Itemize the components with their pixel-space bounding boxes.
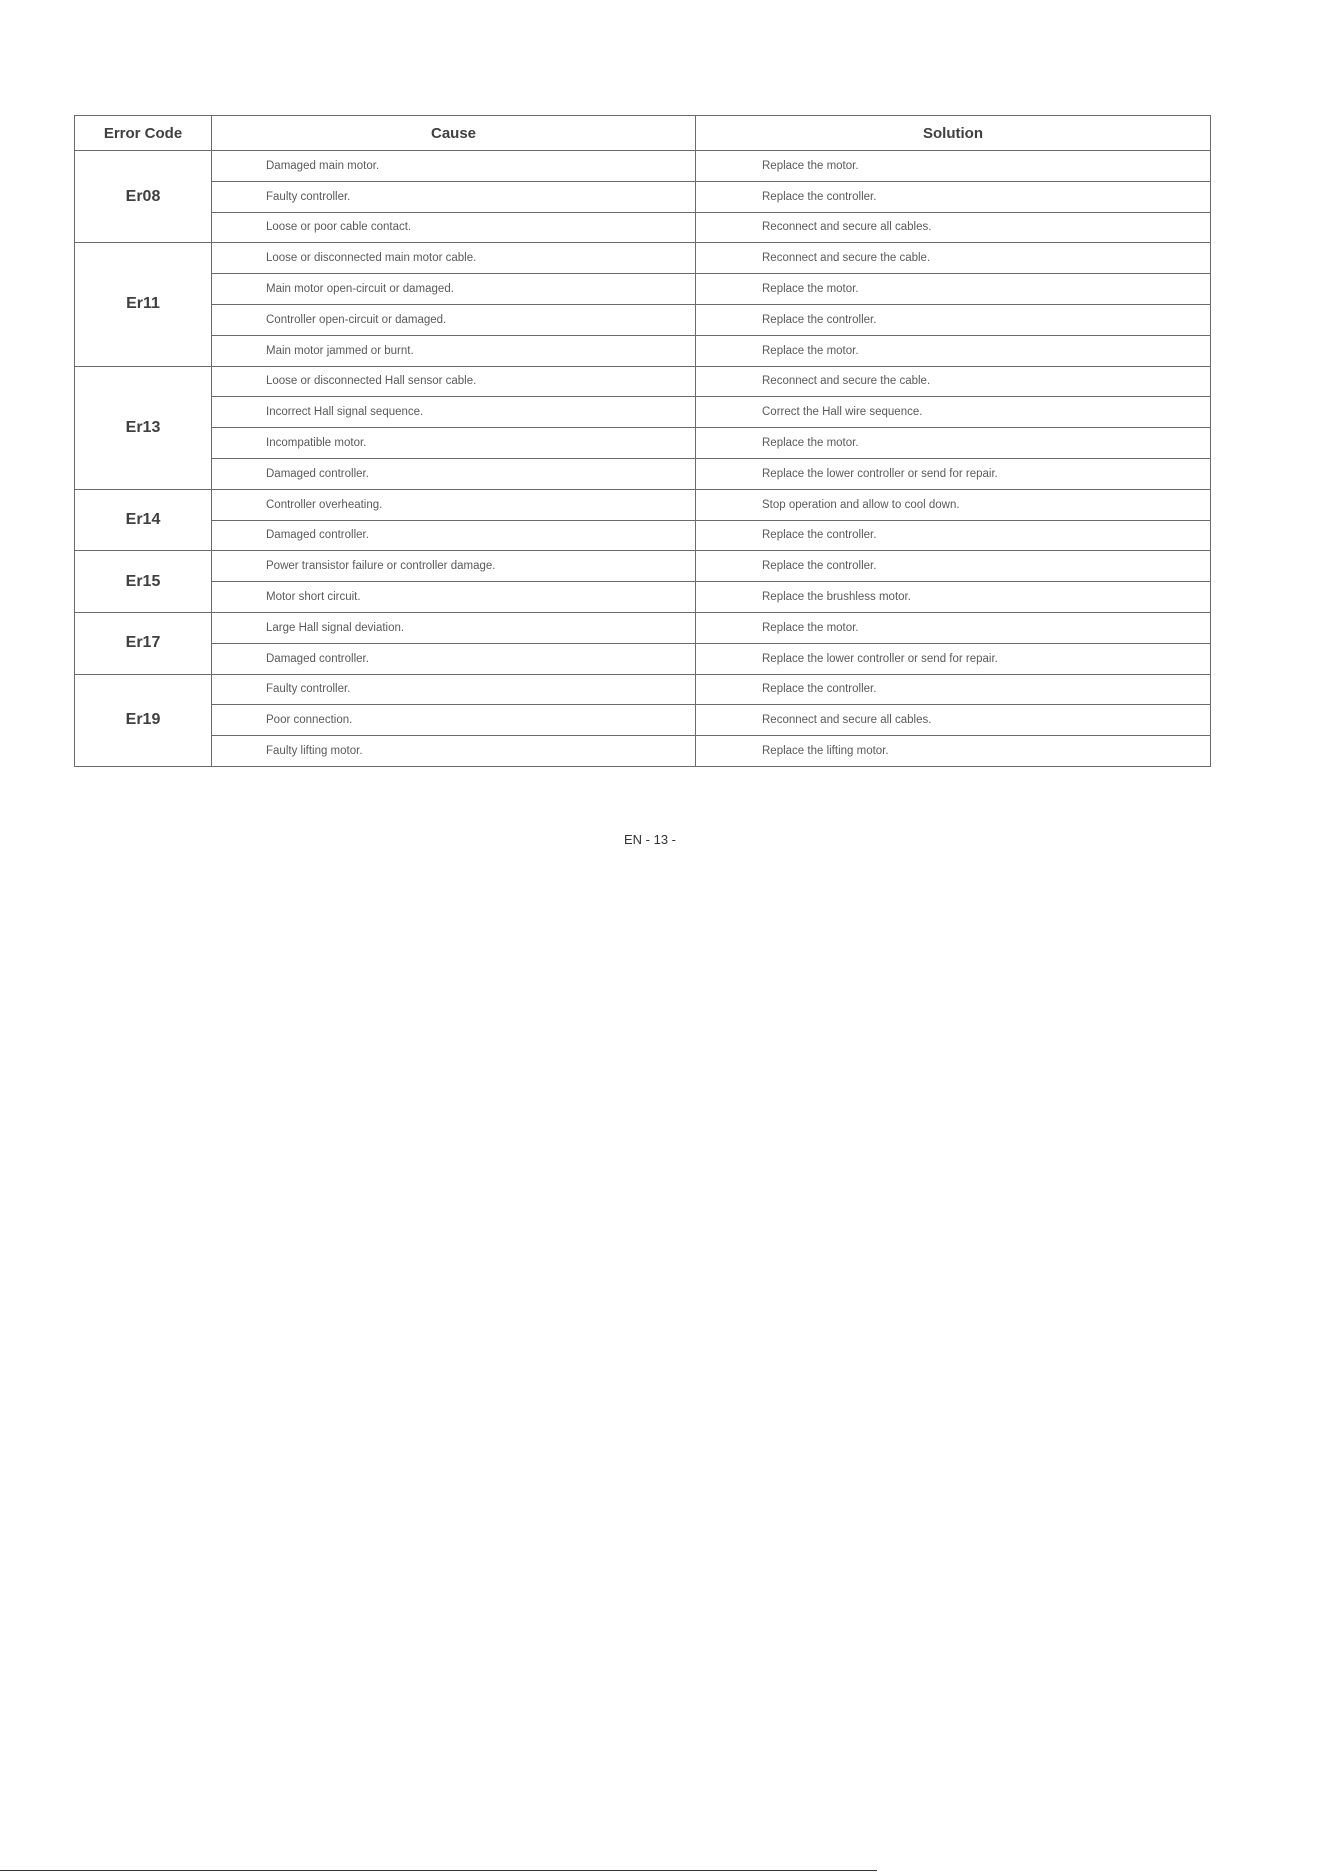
cause-cell: Power transistor failure or controller damage. [212, 551, 696, 582]
error-code-cell: Er17 [75, 612, 212, 674]
solution-cell: Replace the motor. [696, 335, 1211, 366]
cause-cell: Loose or disconnected Hall sensor cable. [212, 366, 696, 397]
cause-cell: Faulty controller. [212, 181, 696, 212]
cause-cell: Faulty lifting motor. [212, 736, 696, 767]
solution-cell: Replace the controller. [696, 520, 1211, 551]
solution-cell: Stop operation and allow to cool down. [696, 489, 1211, 520]
solution-cell: Reconnect and secure the cable. [696, 243, 1211, 274]
solution-cell: Replace the brushless motor. [696, 582, 1211, 613]
cause-cell: Incompatible motor. [212, 428, 696, 459]
table-row [75, 181, 1211, 212]
error-code-cell: Er19 [75, 674, 212, 766]
header-solution: Solution [696, 116, 1211, 151]
solution-cell: Reconnect and secure all cables. [696, 212, 1211, 243]
solution-cell: Reconnect and secure all cables. [696, 705, 1211, 736]
solution-cell: Replace the motor. [696, 428, 1211, 459]
cause-cell: Loose or poor cable contact. [212, 212, 696, 243]
table-row [75, 151, 1211, 182]
solution-cell: Replace the motor. [696, 151, 1211, 182]
table-row [75, 489, 1211, 520]
cause-cell: Poor connection. [212, 705, 696, 736]
error-code-cell: Er13 [75, 366, 212, 489]
cause-cell: Controller open-circuit or damaged. [212, 304, 696, 335]
table-row [75, 458, 1211, 489]
table-body [75, 151, 1211, 767]
table-row [75, 612, 1211, 643]
cause-cell: Damaged controller. [212, 458, 696, 489]
cause-cell: Loose or disconnected main motor cable. [212, 243, 696, 274]
cause-cell: Damaged main motor. [212, 151, 696, 182]
bottom-rule-line [0, 1870, 877, 1871]
error-code-table [74, 115, 1211, 767]
table-row [75, 674, 1211, 705]
table-row [75, 304, 1211, 335]
error-code-cell: Er14 [75, 489, 212, 551]
cause-cell: Incorrect Hall signal sequence. [212, 397, 696, 428]
table-row [75, 243, 1211, 274]
table-row [75, 274, 1211, 305]
error-code-cell: Er15 [75, 551, 212, 613]
header-cause: Cause [212, 116, 696, 151]
solution-cell: Replace the controller. [696, 304, 1211, 335]
table-row [75, 520, 1211, 551]
solution-cell: Replace the controller. [696, 674, 1211, 705]
table-row [75, 212, 1211, 243]
cause-cell: Large Hall signal deviation. [212, 612, 696, 643]
table-row [75, 335, 1211, 366]
solution-cell: Replace the lower controller or send for repair. [696, 458, 1211, 489]
solution-cell: Replace the lifting motor. [696, 736, 1211, 767]
cause-cell: Motor short circuit. [212, 582, 696, 613]
solution-cell: Correct the Hall wire sequence. [696, 397, 1211, 428]
table-row [75, 582, 1211, 613]
cause-cell: Damaged controller. [212, 643, 696, 674]
table-row [75, 551, 1211, 582]
table-row [75, 736, 1211, 767]
error-code-cell: Er11 [75, 243, 212, 366]
table-row [75, 428, 1211, 459]
table-row [75, 705, 1211, 736]
solution-cell: Reconnect and secure the cable. [696, 366, 1211, 397]
solution-cell: Replace the motor. [696, 612, 1211, 643]
table-row [75, 643, 1211, 674]
solution-cell: Replace the controller. [696, 551, 1211, 582]
table-row [75, 366, 1211, 397]
solution-cell: Replace the controller. [696, 181, 1211, 212]
cause-cell: Controller overheating. [212, 489, 696, 520]
error-code-cell: Er08 [75, 151, 212, 243]
header-error-code: Error Code [75, 116, 212, 151]
cause-cell: Main motor open-circuit or damaged. [212, 274, 696, 305]
page-number: EN - 13 - [623, 832, 676, 847]
cause-cell: Damaged controller. [212, 520, 696, 551]
table-header-row [75, 116, 1211, 151]
cause-cell: Main motor jammed or burnt. [212, 335, 696, 366]
table-row [75, 397, 1211, 428]
solution-cell: Replace the motor. [696, 274, 1211, 305]
solution-cell: Replace the lower controller or send for repair. [696, 643, 1211, 674]
cause-cell: Faulty controller. [212, 674, 696, 705]
